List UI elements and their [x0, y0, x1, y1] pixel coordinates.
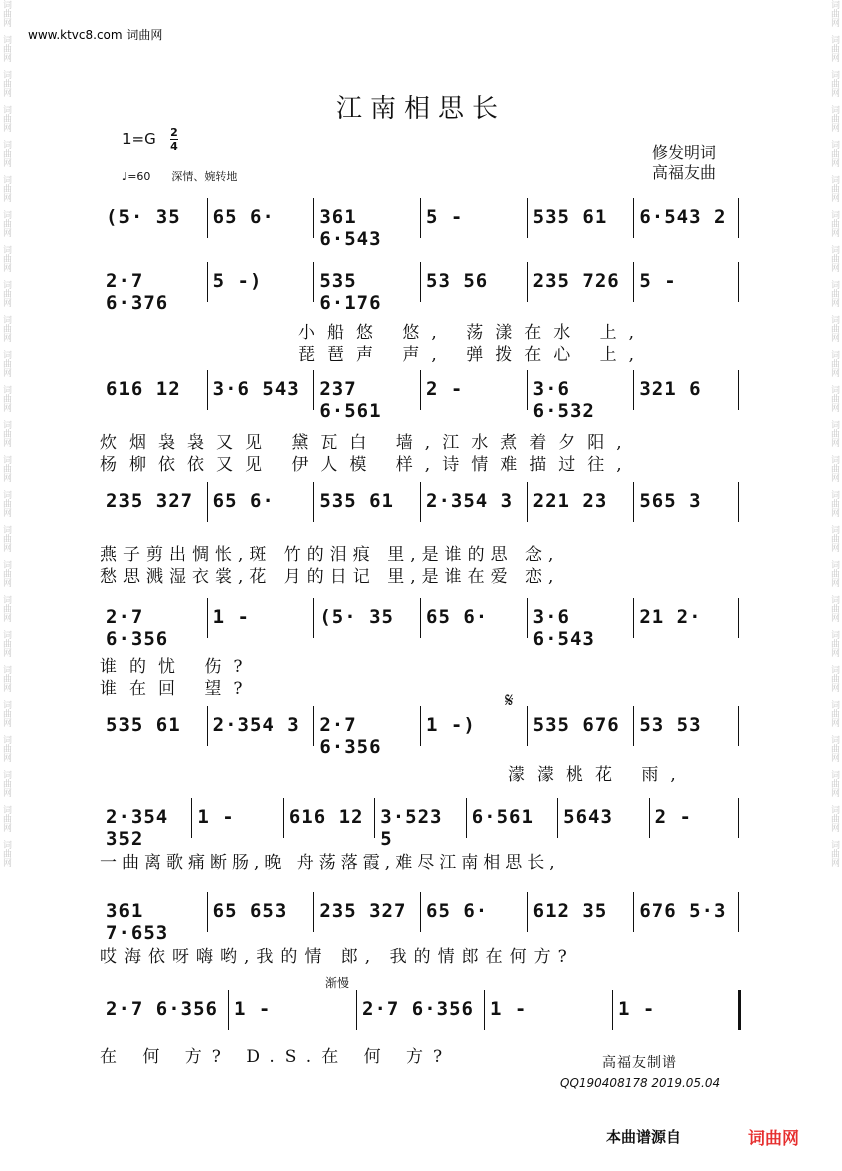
- side-watermark-text: 词曲网: [829, 210, 839, 237]
- side-watermark-text: 词曲网: [1, 735, 11, 762]
- measure: 2·7 6·356: [106, 606, 169, 650]
- song-title: 江南相思长: [335, 94, 506, 124]
- measure: 1 -: [234, 998, 272, 1020]
- measure: 221 23: [532, 490, 608, 512]
- barline: [313, 706, 314, 746]
- site-url[interactable]: www.ktvc8.com 词曲网: [28, 28, 163, 42]
- barline: [649, 798, 650, 838]
- end-barline: [738, 262, 739, 302]
- measure: 3·6 543: [212, 378, 300, 400]
- barline: [313, 262, 314, 302]
- measure: 1 -: [212, 606, 250, 628]
- barline: [207, 598, 208, 638]
- side-watermark-text: 词曲网: [1, 105, 11, 132]
- side-watermark-text: 词曲网: [1, 490, 11, 517]
- side-watermark-text: 词曲网: [1, 385, 11, 412]
- lyric-line: 在 何 方? D.S.在 何 方?: [100, 1047, 453, 1067]
- side-watermark-text: 词曲网: [1, 350, 11, 377]
- measure: 361 7·653: [106, 900, 169, 944]
- source-label: 本曲谱源自: [606, 1128, 682, 1146]
- measure: 65 6·: [426, 606, 489, 628]
- lyric-line: 谁在回 望?: [100, 679, 255, 699]
- measure: 6·543 2: [639, 206, 727, 228]
- barline: [207, 198, 208, 238]
- end-barline: [738, 598, 739, 638]
- side-watermark-text: 词曲网: [829, 175, 839, 202]
- barline: [313, 892, 314, 932]
- measure: 535 6·176: [319, 270, 382, 314]
- end-barline: [738, 370, 739, 410]
- measure: 237 6·561: [319, 378, 382, 422]
- lyric-line: 一曲离歌痛断肠,晚 舟荡落霞,难尽江南相思长,: [100, 853, 560, 873]
- meter-top: 2: [170, 126, 178, 139]
- brand-logo-text[interactable]: 词曲网: [748, 1129, 799, 1149]
- measure: 65 6·: [212, 206, 275, 228]
- end-barline: [738, 198, 739, 238]
- barline: [420, 598, 421, 638]
- barline: [313, 598, 314, 638]
- lyric-line: 燕子剪出惆怅,斑 竹的泪痕 里,是谁的思 念,: [100, 545, 560, 565]
- measure: 535 676: [532, 714, 620, 736]
- right-watermark-strip: [828, 0, 842, 1171]
- barline: [527, 598, 528, 638]
- measure: 2·7 6·356: [362, 998, 474, 1020]
- barline: [313, 198, 314, 238]
- lyric-line: 杨柳依依又见 伊人模 样,诗情难描过往,: [100, 455, 634, 475]
- score-system: [100, 598, 740, 650]
- side-watermark-text: 词曲网: [1, 805, 11, 832]
- side-watermark-text: 词曲网: [1, 840, 11, 867]
- barline: [313, 482, 314, 522]
- barline: [633, 892, 634, 932]
- side-watermark-text: 词曲网: [829, 140, 839, 167]
- score-system: [100, 798, 740, 850]
- barline: [527, 892, 528, 932]
- measure: 565 3: [639, 490, 702, 512]
- measure: 1 -): [426, 714, 476, 736]
- side-watermark-text: 词曲网: [1, 700, 11, 727]
- barline: [484, 990, 485, 1030]
- lyric-line: 琵琶声 声, 弹拨在心 上,: [298, 345, 647, 365]
- side-watermark-text: 词曲网: [829, 35, 839, 62]
- barline: [313, 370, 314, 410]
- measure: 235 726: [532, 270, 620, 292]
- side-watermark-text: 词曲网: [829, 350, 839, 377]
- lyric-line: 哎海依呀嗨哟,我的情 郎, 我的情郎在何方?: [100, 947, 574, 967]
- side-watermark-text: 词曲网: [829, 315, 839, 342]
- measure: 235 327: [106, 490, 194, 512]
- side-watermark-text: 词曲网: [829, 490, 839, 517]
- barline: [527, 370, 528, 410]
- score-system: [100, 892, 740, 944]
- measure: 676 5·3: [639, 900, 727, 922]
- end-barline: [738, 798, 739, 838]
- barline: [466, 798, 467, 838]
- barline: [633, 598, 634, 638]
- expression-mark: 深情、婉转地: [171, 170, 238, 183]
- measure: 5 -): [212, 270, 263, 292]
- barline: [191, 798, 192, 838]
- measure: 2·354 352: [106, 806, 169, 850]
- side-watermark-text: 词曲网: [1, 560, 11, 587]
- measure: 65 6·: [426, 900, 489, 922]
- time-signature: [170, 127, 178, 152]
- measure: 616 12: [106, 378, 181, 400]
- measure: 2·354 3: [426, 490, 514, 512]
- barline: [374, 798, 375, 838]
- lyric-line: 愁思溅湿衣裳,花 月的日记 里,是谁在爱 恋,: [100, 567, 560, 587]
- barline: [283, 798, 284, 838]
- barline: [420, 370, 421, 410]
- measure: 3·6 6·532: [532, 378, 595, 422]
- side-watermark-text: 词曲网: [829, 665, 839, 692]
- measure: 5 -: [639, 270, 677, 292]
- barline: [527, 198, 528, 238]
- side-watermark-text: 词曲网: [1, 70, 11, 97]
- side-watermark-text: 词曲网: [829, 420, 839, 447]
- ritardando-mark: 渐慢: [325, 976, 350, 990]
- barline: [420, 198, 421, 238]
- barline: [207, 370, 208, 410]
- measure: 321 6: [639, 378, 702, 400]
- side-watermark-text: 词曲网: [1, 245, 11, 272]
- side-watermark-text: 词曲网: [829, 770, 839, 797]
- meter-bottom: 4: [170, 140, 178, 153]
- measure: 535 61: [106, 714, 181, 736]
- end-barline: [738, 892, 739, 932]
- measure: 2·7 6·356: [319, 714, 382, 758]
- measure: 6·561: [471, 806, 534, 828]
- side-watermark-text: 词曲网: [1, 0, 11, 27]
- side-watermark-text: 词曲网: [829, 840, 839, 867]
- side-watermark-text: 词曲网: [829, 700, 839, 727]
- barline: [612, 990, 613, 1030]
- side-watermark-text: 词曲网: [829, 735, 839, 762]
- measure: 2 -: [426, 378, 464, 400]
- barline: [207, 262, 208, 302]
- score-system: [100, 990, 740, 1032]
- score-system: [100, 262, 740, 314]
- barline: [207, 706, 208, 746]
- measure: 2·7 6·376: [106, 270, 169, 314]
- side-watermark-text: 词曲网: [1, 525, 11, 552]
- measure: 2·7 6·356: [106, 998, 218, 1020]
- measure: 612 35: [532, 900, 608, 922]
- measure: 65 6·: [212, 490, 275, 512]
- measure: 361 6·543: [319, 206, 382, 250]
- side-watermark-text: 词曲网: [1, 35, 11, 62]
- measure: 21 2·: [639, 606, 702, 628]
- measure: (5· 35: [319, 606, 394, 628]
- side-watermark-text: 词曲网: [829, 280, 839, 307]
- transcriber: 高福友制谱: [602, 1055, 677, 1071]
- barline: [633, 198, 634, 238]
- left-watermark-strip: [0, 0, 14, 1171]
- side-watermark-text: 词曲网: [1, 455, 11, 482]
- side-watermark-text: 词曲网: [829, 245, 839, 272]
- barline: [557, 798, 558, 838]
- score-system: [100, 370, 740, 422]
- composer: 高福友曲: [652, 163, 717, 182]
- measure: 535 61: [532, 206, 608, 228]
- lyricist: 修发明词: [652, 143, 717, 162]
- measure: 235 327: [319, 900, 407, 922]
- measure: 3·6 6·543: [532, 606, 595, 650]
- end-barline: [738, 482, 739, 522]
- barline: [527, 706, 528, 746]
- side-watermark-text: 词曲网: [829, 70, 839, 97]
- barline: [420, 706, 421, 746]
- barline: [420, 892, 421, 932]
- contact-date: QQ190408178 2019.05.04: [560, 1076, 721, 1090]
- side-watermark-text: 词曲网: [829, 525, 839, 552]
- measure: 5 -: [426, 206, 464, 228]
- side-watermark-text: 词曲网: [829, 805, 839, 832]
- barline: [207, 482, 208, 522]
- lyric-line: 炊烟袅袅又见 黛瓦白 墙,江水煮着夕阳,: [100, 433, 634, 453]
- barline: [420, 482, 421, 522]
- barline: [527, 262, 528, 302]
- measure: 65 653: [212, 900, 288, 922]
- side-watermark-text: 词曲网: [829, 595, 839, 622]
- side-watermark-text: 词曲网: [1, 420, 11, 447]
- measure: 53 56: [426, 270, 489, 292]
- tempo-line: [122, 168, 237, 184]
- end-barline: [738, 706, 739, 746]
- barline: [420, 262, 421, 302]
- side-watermark-text: 词曲网: [1, 665, 11, 692]
- side-watermark-text: 词曲网: [829, 105, 839, 132]
- side-watermark-text: 词曲网: [1, 630, 11, 657]
- lyric-line: 濛濛桃花 雨,: [508, 765, 688, 785]
- measure: 5643: [563, 806, 613, 828]
- barline: [633, 706, 634, 746]
- segno-sign: 𝄋: [505, 688, 514, 712]
- barline: [527, 482, 528, 522]
- side-watermark-text: 词曲网: [1, 315, 11, 342]
- measure: 3·523 5: [380, 806, 443, 850]
- side-watermark-text: 词曲网: [1, 280, 11, 307]
- score-system: [100, 482, 740, 524]
- score-system: [100, 198, 740, 250]
- measure: 1 -: [197, 806, 235, 828]
- barline: [356, 990, 357, 1030]
- side-watermark-text: 词曲网: [829, 385, 839, 412]
- side-watermark-text: 词曲网: [829, 455, 839, 482]
- measure: (5· 35: [106, 206, 181, 228]
- barline: [633, 482, 634, 522]
- measure: 2 -: [654, 806, 692, 828]
- side-watermark-text: 词曲网: [1, 140, 11, 167]
- measure: 535 61: [319, 490, 394, 512]
- measure: 2·354 3: [212, 714, 300, 736]
- barline: [207, 892, 208, 932]
- side-watermark-text: 词曲网: [829, 0, 839, 27]
- side-watermark-text: 词曲网: [1, 595, 11, 622]
- side-watermark-text: 词曲网: [829, 560, 839, 587]
- lyric-line: 小船悠 悠, 荡漾在水 上,: [298, 323, 647, 343]
- measure: 53 53: [639, 714, 702, 736]
- key-signature: 1=G: [122, 130, 156, 148]
- measure: 1 -: [490, 998, 528, 1020]
- end-barline: [738, 990, 741, 1030]
- barline: [633, 370, 634, 410]
- score-system: [100, 706, 740, 758]
- side-watermark-text: 词曲网: [1, 210, 11, 237]
- tempo-mark: ♩=60: [122, 170, 151, 183]
- side-watermark-text: 词曲网: [1, 770, 11, 797]
- lyric-line: 谁的忧 伤?: [100, 657, 255, 677]
- barline: [633, 262, 634, 302]
- measure: 616 12: [288, 806, 364, 828]
- side-watermark-text: 词曲网: [829, 630, 839, 657]
- measure: 1 -: [618, 998, 656, 1020]
- side-watermark-text: 词曲网: [1, 175, 11, 202]
- barline: [228, 990, 229, 1030]
